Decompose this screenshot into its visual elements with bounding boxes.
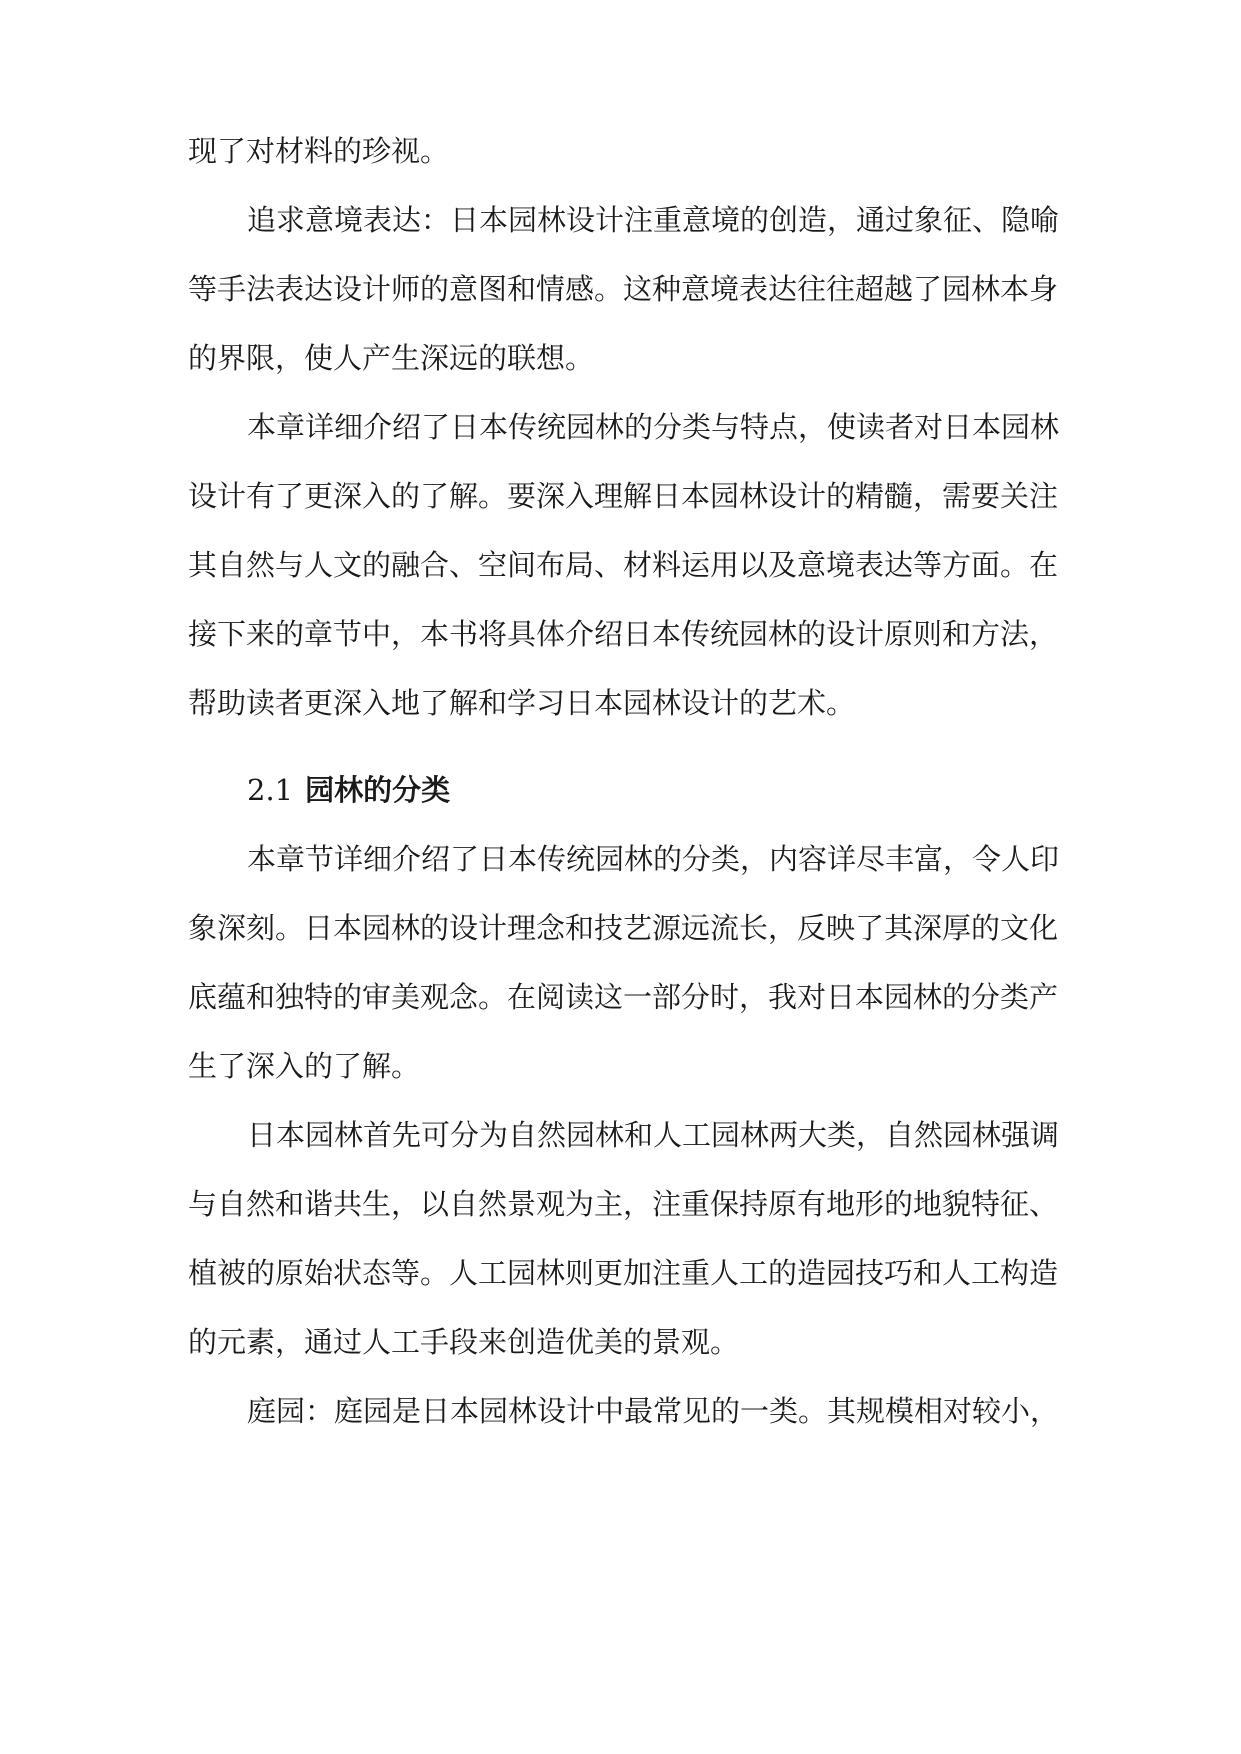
paragraph-line: 与自然和谐共生，以自然景观为主，注重保持原有地形的地貌特征、 <box>188 1187 1059 1221</box>
paragraph-line: 追求意境表达：日本园林设计注重意境的创造，通过象征、隐喻 <box>247 203 1060 237</box>
paragraph-line: 现了对材料的珍视。 <box>188 134 450 168</box>
paragraph-line: 等手法表达设计师的意图和情感。这种意境表达往往超越了园林本身 <box>188 272 1059 306</box>
section-heading <box>247 770 450 810</box>
paragraph-line: 接下来的章节中，本书将具体介绍日本传统园林的设计原则和方法， <box>188 617 1059 651</box>
paragraph-line: 底蕴和独特的审美观念。在阅读这一部分时，我对日本园林的分类产 <box>188 980 1059 1014</box>
paragraph-line: 帮助读者更深入地了解和学习日本园林设计的艺术。 <box>188 686 856 720</box>
paragraph-line: 植被的原始状态等。人工园林则更加注重人工的造园技巧和人工构造 <box>188 1256 1059 1290</box>
section-title: 园林的分类 <box>305 773 451 807</box>
paragraph-line: 的界限，使人产生深远的联想。 <box>188 341 595 375</box>
paragraph-line: 本章详细介绍了日本传统园林的分类与特点，使读者对日本园林 <box>247 410 1060 444</box>
section-number: 2.1 <box>247 773 294 807</box>
paragraph-line: 象深刻。日本园林的设计理念和技艺源远流长，反映了其深厚的文化 <box>188 911 1059 945</box>
paragraph-line: 生了深入的了解。 <box>188 1049 421 1083</box>
paragraph-line: 庭园：庭园是日本园林设计中最常见的一类。其规模相对较小， <box>247 1394 1060 1428</box>
paragraph-line: 的元素，通过人工手段来创造优美的景观。 <box>188 1325 740 1359</box>
paragraph-line: 设计有了更深入的了解。要深入理解日本园林设计的精髓，需要关注 <box>188 479 1059 513</box>
paragraph-line: 本章节详细介绍了日本传统园林的分类，内容详尽丰富，令人印 <box>247 842 1060 876</box>
paragraph-line: 日本园林首先可分为自然园林和人工园林两大类，自然园林强调 <box>247 1118 1060 1152</box>
paragraph-line: 其自然与人文的融合、空间布局、材料运用以及意境表达等方面。在 <box>188 548 1059 582</box>
